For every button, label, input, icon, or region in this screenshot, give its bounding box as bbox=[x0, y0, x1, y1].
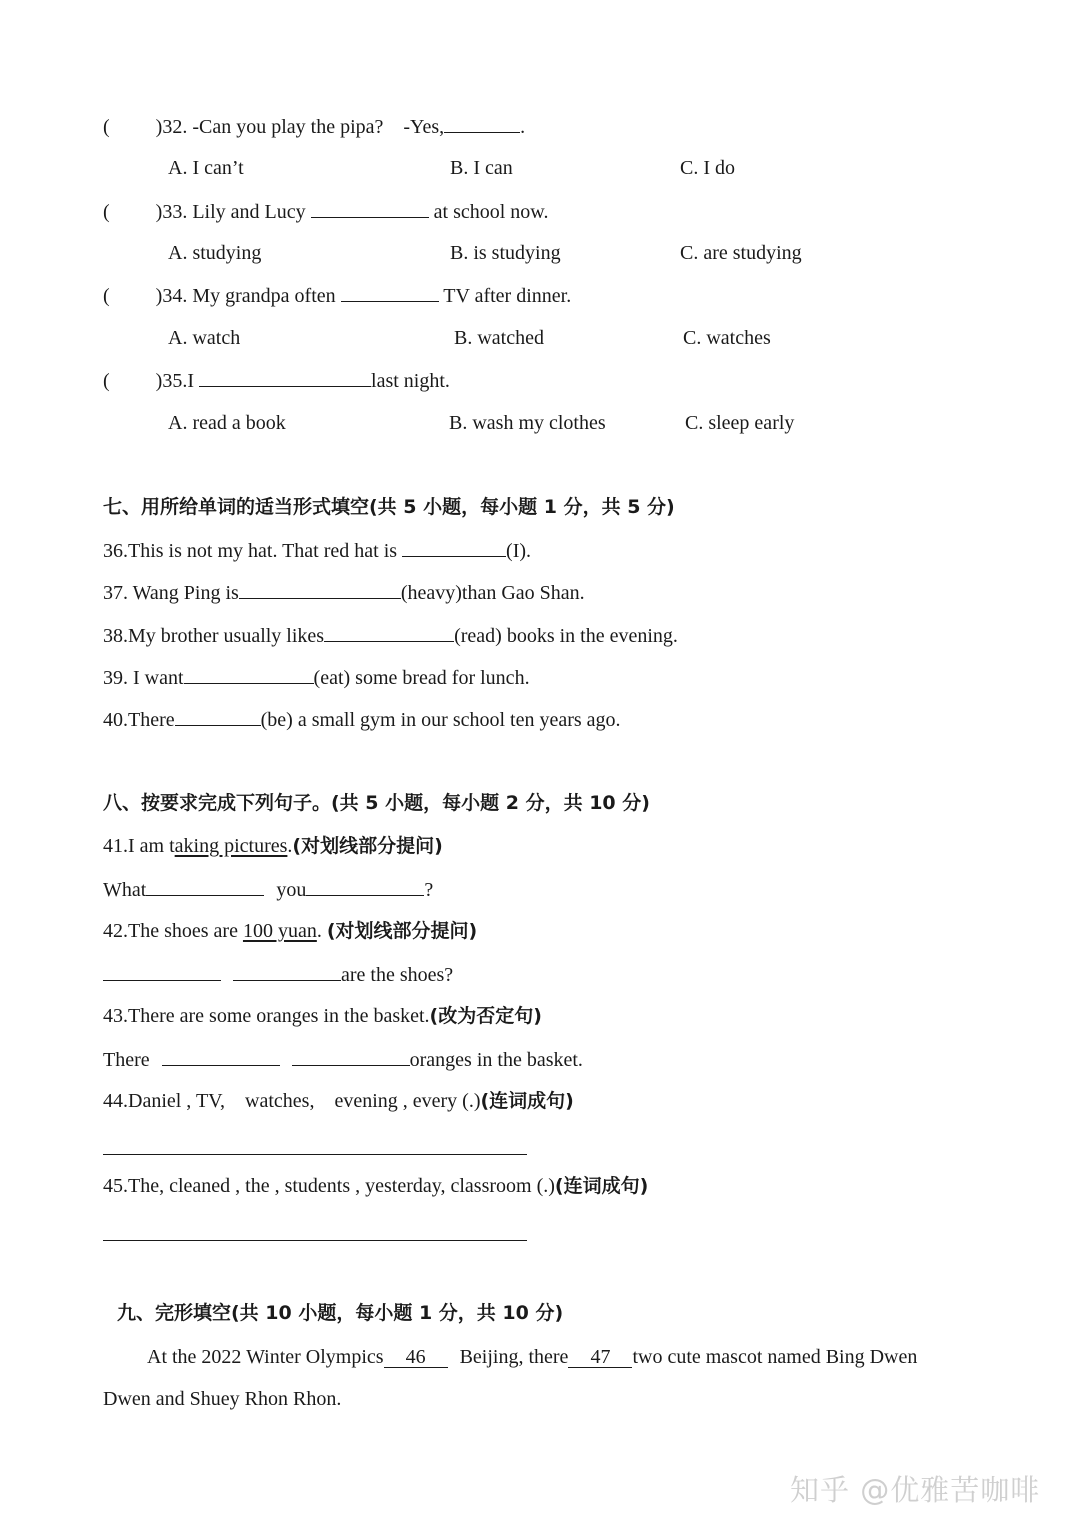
option-b: B. wash my clothes bbox=[449, 412, 606, 434]
cloze-text: Beijing, there bbox=[459, 1346, 569, 1368]
question-text-end: (heavy)than Gao Shan. bbox=[400, 582, 585, 604]
answer-blank bbox=[199, 368, 371, 387]
section-7-heading: 七、用所给单词的适当形式填空(共 5 小题，每小题 1 分，共 5 分) bbox=[103, 496, 675, 518]
option-a: A. read a book bbox=[168, 412, 286, 434]
cloze-text: At the 2022 Winter Olympics bbox=[147, 1346, 384, 1368]
option-b: B. watched bbox=[454, 327, 544, 349]
question-45 bbox=[103, 1174, 648, 1198]
cloze-blank-46: 46 bbox=[384, 1347, 448, 1368]
option-b: B. I can bbox=[450, 157, 513, 179]
question-44 bbox=[103, 1089, 574, 1113]
question-text: 36.This is not my hat. That red hat is bbox=[103, 540, 403, 562]
option-c: C. watches bbox=[683, 327, 771, 349]
question-text: -Can you play the pipa? -Yes, bbox=[192, 116, 445, 138]
question-43 bbox=[103, 1004, 542, 1028]
answer-43 bbox=[103, 1047, 583, 1072]
answer-end: ? bbox=[424, 879, 434, 901]
section-9-heading: 九、完形填空(共 10 小题，每小题 1 分，共 10 分) bbox=[117, 1302, 564, 1324]
question-39 bbox=[103, 665, 530, 690]
question-text: I bbox=[187, 370, 195, 392]
question-32 bbox=[103, 114, 525, 139]
option-b: B. is studying bbox=[450, 242, 561, 264]
question-text-end: (I). bbox=[506, 540, 532, 562]
answer-blank bbox=[311, 199, 429, 218]
answer-word: What bbox=[103, 879, 147, 901]
option-c: C. are studying bbox=[680, 242, 802, 264]
answer-blank bbox=[239, 580, 401, 599]
answer-paren-close: ) bbox=[155, 201, 163, 223]
answer-blank bbox=[184, 665, 314, 684]
question-38 bbox=[103, 623, 678, 648]
answer-paren-close: ) bbox=[155, 370, 163, 392]
answer-end: oranges in the basket. bbox=[409, 1049, 583, 1071]
answer-blank bbox=[402, 538, 506, 557]
question-42 bbox=[103, 919, 477, 943]
question-40 bbox=[103, 707, 621, 732]
question-37 bbox=[103, 580, 585, 605]
question-text-end: TV after dinner. bbox=[443, 285, 572, 307]
question-text-end: at school now. bbox=[433, 201, 549, 223]
cloze-blank-47: 47 bbox=[568, 1347, 632, 1368]
answer-paren-open: ( bbox=[103, 370, 110, 392]
answer-word: There bbox=[103, 1049, 150, 1071]
question-number: 35. bbox=[162, 370, 188, 392]
question-text: 45.The, cleaned , the , students , yesterday, classroom (.) bbox=[103, 1175, 555, 1197]
answer-blank bbox=[162, 1047, 280, 1066]
question-33 bbox=[103, 199, 548, 224]
answer-blank bbox=[324, 623, 454, 642]
cloze-text: two cute mascot named Bing Dwen bbox=[632, 1346, 918, 1368]
answer-blank bbox=[306, 877, 424, 896]
question-text-end: . bbox=[287, 835, 293, 857]
answer-42 bbox=[103, 962, 453, 987]
answer-paren-open: ( bbox=[103, 201, 110, 223]
question-number: 34. bbox=[162, 285, 188, 307]
answer-paren-open: ( bbox=[103, 285, 110, 307]
answer-blank bbox=[146, 877, 264, 896]
question-number: 33. bbox=[162, 201, 188, 223]
question-text: 43.There are some oranges in the basket. bbox=[103, 1005, 430, 1027]
section-8-heading: 八、按要求完成下列句子。(共 5 小题，每小题 2 分，共 10 分) bbox=[103, 792, 650, 814]
answer-blank bbox=[103, 962, 221, 981]
underlined-phrase: aking pictures bbox=[174, 835, 288, 857]
question-text: Lily and Lucy bbox=[192, 201, 306, 223]
option-c: C. I do bbox=[680, 157, 735, 179]
question-text-end: last night. bbox=[371, 370, 450, 392]
question-text-end: . bbox=[316, 920, 327, 942]
answer-blank bbox=[341, 283, 439, 302]
instruction: (连词成句) bbox=[480, 1090, 574, 1112]
question-text: 38.My brother usually likes bbox=[103, 625, 325, 647]
answer-end: are the shoes? bbox=[341, 964, 454, 986]
question-text: 41.I am t bbox=[103, 835, 175, 857]
question-text-end: . bbox=[520, 116, 526, 138]
question-41 bbox=[103, 834, 443, 858]
question-text: My grandpa often bbox=[192, 285, 336, 307]
question-text-end: (eat) some bread for lunch. bbox=[313, 667, 530, 689]
option-a: A. I can’t bbox=[168, 157, 244, 179]
answer-blank bbox=[292, 1047, 410, 1066]
question-number: 32. bbox=[162, 116, 188, 138]
answer-paren-close: ) bbox=[155, 116, 163, 138]
instruction: (连词成句) bbox=[554, 1175, 649, 1197]
question-text: 42.The shoes are bbox=[103, 920, 243, 942]
answer-41 bbox=[103, 877, 433, 902]
answer-word: you bbox=[276, 879, 307, 901]
question-35 bbox=[103, 368, 450, 393]
instruction: (对划线部分提问) bbox=[292, 835, 443, 857]
option-c: C. sleep early bbox=[685, 412, 795, 434]
answer-blank bbox=[233, 962, 341, 981]
question-text-end: (read) books in the evening. bbox=[454, 625, 678, 647]
cloze-paragraph-line-2: Dwen and Shuey Rhon Rhon. bbox=[103, 1388, 342, 1410]
instruction: (改为否定句) bbox=[429, 1005, 542, 1027]
question-text: 40.There bbox=[103, 709, 175, 731]
answer-paren-open: ( bbox=[103, 116, 110, 138]
option-a: A. studying bbox=[168, 242, 262, 264]
answer-line-44 bbox=[103, 1154, 527, 1155]
question-34 bbox=[103, 283, 571, 308]
answer-blank bbox=[444, 114, 520, 133]
instruction: (对划线部分提问) bbox=[326, 920, 478, 942]
cloze-paragraph-line-1 bbox=[147, 1345, 917, 1369]
option-a: A. watch bbox=[168, 327, 241, 349]
answer-paren-close: ) bbox=[155, 285, 163, 307]
question-text: 39. I want bbox=[103, 667, 184, 689]
question-36 bbox=[103, 538, 531, 563]
answer-line-45 bbox=[103, 1240, 527, 1241]
underlined-phrase: 100 yuan bbox=[242, 920, 317, 942]
question-text-end: (be) a small gym in our school ten years ago. bbox=[260, 709, 621, 731]
question-text: 44.Daniel , TV, watches, evening , every (.) bbox=[103, 1090, 481, 1112]
answer-blank bbox=[175, 707, 261, 726]
watermark: 知乎 @优雅苦咖啡 bbox=[790, 1473, 1041, 1507]
question-text: 37. Wang Ping is bbox=[103, 582, 239, 604]
